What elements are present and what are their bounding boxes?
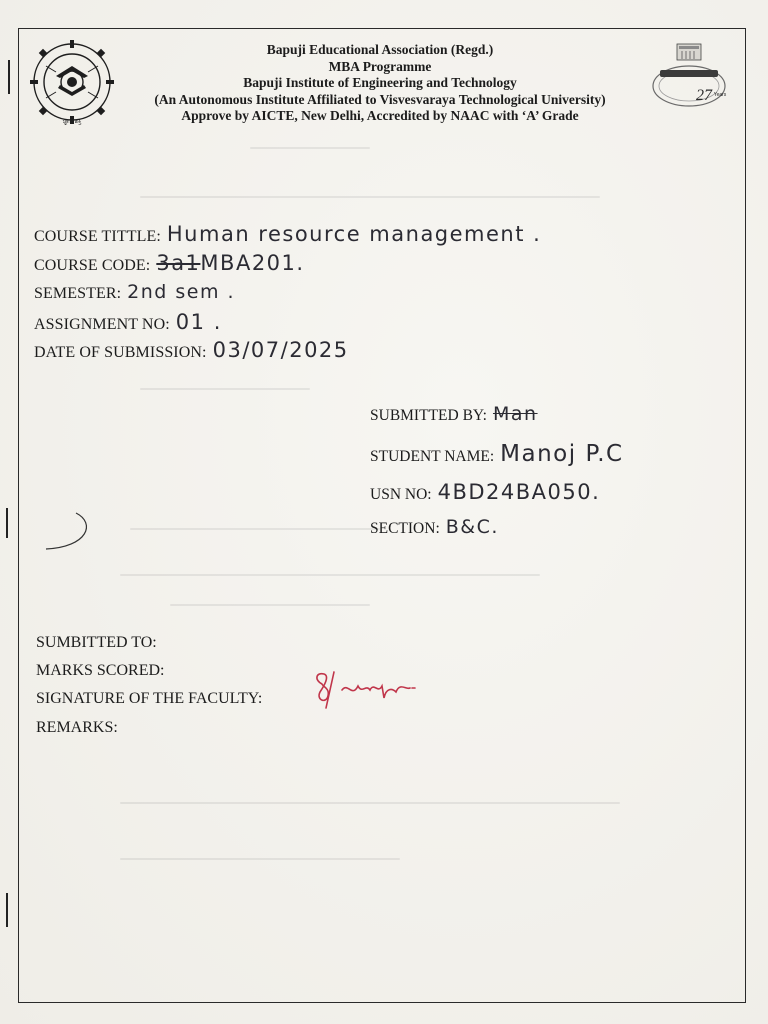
faculty-signature-field: [36, 690, 262, 708]
header-line: Bapuji Educational Association (Regd.): [266, 42, 494, 57]
course-title-label: COURSE TITTLE:: [34, 228, 161, 245]
margin-mark: [6, 508, 8, 538]
submission-date-value: 03/07/2025: [212, 338, 349, 362]
assignment-label: ASSIGNMENT NO:: [34, 316, 170, 333]
margin-mark: [6, 893, 8, 927]
semester-label: SEMESTER:: [34, 285, 122, 302]
bleed-through: [140, 196, 600, 198]
svg-text:27: 27: [696, 87, 712, 104]
assignment-field: [34, 310, 222, 334]
bleed-through: [170, 604, 370, 606]
bleed-through: [120, 574, 540, 576]
pencil-arc-mark: [36, 505, 96, 555]
semester-value: 2nd sem .: [127, 281, 236, 303]
usn-value: 4BD24BA050.: [437, 480, 601, 504]
svg-text:Years: Years: [713, 92, 727, 98]
course-title-value: Human resource management .: [166, 222, 542, 246]
submitted-by-value: Man: [492, 403, 538, 425]
header-line: Bapuji Institute of Engineering and Technology: [243, 75, 517, 90]
remarks-label: REMARKS:: [36, 719, 118, 736]
submitted-to-field: [36, 634, 157, 652]
faculty-signature-label: SIGNATURE OF THE FACULTY:: [36, 690, 263, 707]
course-code-field: [34, 251, 305, 275]
student-name-label: STUDENT NAME:: [370, 448, 495, 465]
margin-mark: [8, 60, 10, 94]
header-line: Approve by AICTE, New Delhi, Accredited by NAAC with ‘A’ Grade: [181, 108, 579, 123]
header-line: MBA Programme: [328, 58, 432, 74]
submission-date-label: DATE OF SUBMISSION:: [34, 344, 207, 361]
marks-scored-label: MARKS SCORED:: [36, 662, 165, 679]
marks-scored-field: [36, 662, 164, 680]
submission-date-field: [34, 338, 349, 362]
bleed-through: [250, 147, 370, 149]
bleed-through: [140, 388, 310, 390]
usn-field: [370, 480, 600, 504]
submitted-to-label: SUMBITTED TO:: [36, 634, 157, 651]
bleed-through: [120, 802, 620, 804]
section-field: [370, 516, 499, 538]
usn-label: USN NO:: [370, 486, 432, 503]
svg-text:ಜ್ಞಾನ ಶಕ್ತಿ: ಜ್ಞಾನ ಶಕ್ತಿ: [62, 118, 82, 125]
course-title-field: [34, 222, 541, 246]
submitted-by-field: [370, 403, 538, 425]
section-label: SECTION:: [370, 520, 440, 537]
assignment-value: 01 .: [175, 310, 222, 334]
course-code-struck: 3a1: [156, 251, 201, 275]
institution-header: [120, 42, 640, 125]
student-name-field: [370, 441, 624, 467]
course-code-value: MBA201.: [200, 251, 305, 275]
bleed-through: [130, 528, 380, 530]
student-name-value: Manoj P.C: [500, 441, 624, 467]
semester-field: [34, 281, 235, 303]
header-line: (An Autonomous Institute Affiliated to Visvesvaraya Technological University): [154, 91, 606, 107]
course-code-label: COURSE CODE:: [34, 257, 151, 274]
anniversary-emblem-icon: [648, 40, 730, 110]
remarks-field: [36, 719, 118, 737]
section-value: B&C.: [445, 516, 499, 538]
submitted-by-label: SUBMITTED BY:: [370, 407, 487, 424]
faculty-signature-mark: [312, 668, 432, 714]
institute-gear-emblem-icon: [26, 36, 118, 128]
bleed-through: [120, 858, 400, 860]
